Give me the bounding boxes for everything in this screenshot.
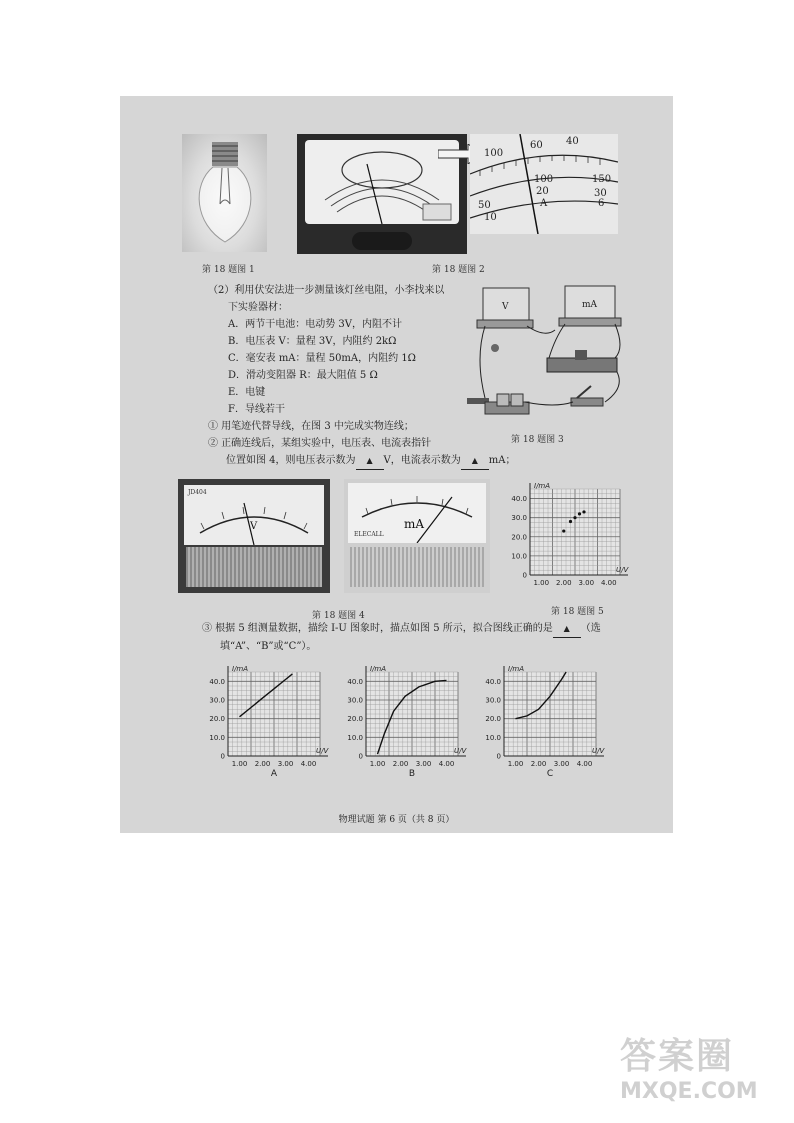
y-axis-label: I/mA xyxy=(370,665,387,673)
q2-step2-line2 xyxy=(208,452,516,470)
option-b-chart xyxy=(338,662,478,782)
data-point xyxy=(569,520,572,523)
q2-step3-line1 xyxy=(202,620,601,638)
x-tick-label: 3.00 xyxy=(578,579,595,587)
y-tick-label: 30.0 xyxy=(511,514,527,523)
circuit-apparatus xyxy=(465,278,630,428)
page-footer: 物理试题 第 6 页（共 8 页） xyxy=(338,815,455,825)
milliammeter-unit: mA xyxy=(404,517,425,531)
q2-step2-text-a: 位置如图 4，则电压表示数为 xyxy=(226,455,356,466)
watermark-logo xyxy=(620,1028,790,1120)
milliammeter-label: mA xyxy=(582,300,598,310)
scale-label: 150 xyxy=(592,174,612,185)
q2-step2-text-c: mA； xyxy=(488,455,516,466)
voltmeter-label: V xyxy=(502,302,509,312)
option-a-chart xyxy=(200,662,340,782)
y-tick-label: 0 xyxy=(220,752,225,761)
x-tick-label: 3.00 xyxy=(553,760,570,768)
y-tick-label: 20.0 xyxy=(347,715,363,724)
fig5-caption: 第 18 题图 5 xyxy=(551,607,604,617)
q2-item-b: B．电压表 V：量程 3V，内阻约 2kΩ xyxy=(228,336,397,347)
scale-label: 60 xyxy=(530,140,543,151)
circuit-apparatus-icon xyxy=(465,278,630,428)
scale-label: 20 xyxy=(536,186,549,197)
y-tick-label: 30.0 xyxy=(347,696,363,705)
current-answer-blank[interactable]: ▲ xyxy=(461,452,489,470)
x-tick-label: 1.00 xyxy=(369,760,386,768)
x-axis-label: U/V xyxy=(616,566,629,574)
fig1-caption: 第 18 题图 1 xyxy=(202,265,255,275)
milliammeter-photo xyxy=(344,479,490,593)
x-axis-label: U/V xyxy=(592,747,605,755)
y-tick-label: 10.0 xyxy=(209,733,225,742)
milliammeter-brand: ELECALL xyxy=(354,531,384,538)
q2-step3-text-b: （选 xyxy=(580,623,601,634)
y-tick-label: 40.0 xyxy=(485,677,501,686)
scale-zoom-photo xyxy=(470,134,618,234)
option-label: C xyxy=(546,769,554,779)
q2-step3-line2: 填“A”、“B”或“C”）。 xyxy=(220,641,317,652)
y-tick-label: 10.0 xyxy=(347,733,363,742)
voltmeter-brand: JD404 xyxy=(188,489,207,496)
scale-label: 50 xyxy=(478,200,491,211)
x-tick-label: 3.00 xyxy=(415,760,432,768)
y-tick-label: 40.0 xyxy=(209,677,225,686)
y-tick-label: 40.0 xyxy=(511,495,527,504)
x-tick-label: 2.00 xyxy=(392,760,409,768)
x-tick-label: 1.00 xyxy=(533,579,550,587)
y-axis-label: I/mA xyxy=(508,665,525,673)
fig4-caption: 第 18 题图 4 xyxy=(312,611,365,621)
q2-item-e: E．电键 xyxy=(228,387,266,398)
watermark-subtext: MXQE.COM xyxy=(620,1079,758,1104)
x-tick-label: 4.00 xyxy=(300,760,317,768)
y-tick-label: 40.0 xyxy=(347,677,363,686)
x-tick-label: 2.00 xyxy=(555,579,572,587)
data-point xyxy=(578,512,581,515)
y-tick-label: 0 xyxy=(496,752,501,761)
scale-label: 30 xyxy=(594,188,607,199)
q2-item-a: A．两节干电池：电动势 3V，内阻不计 xyxy=(228,319,402,330)
voltage-answer-blank[interactable]: ▲ xyxy=(356,452,384,470)
y-tick-label: 20.0 xyxy=(485,715,501,724)
q2-step2-line1: ② 正确连线后，某组实验中，电压表、电流表指针 xyxy=(208,438,432,449)
y-tick-label: 20.0 xyxy=(511,533,527,542)
q2-step3-text-a: ③ 根据 5 组测量数据，描绘 I-U 图象时，描点如图 5 所示，拟合图线正确的是 xyxy=(202,623,553,634)
data-point xyxy=(573,516,576,519)
scale-label: 100 xyxy=(484,148,504,159)
x-tick-label: 3.00 xyxy=(277,760,294,768)
x-axis-label: U/V xyxy=(316,747,329,755)
option-label: B xyxy=(408,769,416,779)
curve-answer-blank[interactable]: ▲ xyxy=(553,620,581,638)
multimeter-dial-icon xyxy=(305,140,459,224)
scale-label: A xyxy=(540,198,548,209)
y-tick-label: 20.0 xyxy=(209,715,225,724)
y-tick-label: 30.0 xyxy=(209,696,225,705)
fig3-caption: 第 18 题图 3 xyxy=(511,435,564,445)
x-tick-label: 4.00 xyxy=(576,760,593,768)
bulb-photo xyxy=(182,134,267,252)
scale-label: 40 xyxy=(566,136,579,147)
x-tick-label: 1.00 xyxy=(507,760,524,768)
q2-item-f: F．导线若干 xyxy=(228,404,285,415)
exam-page xyxy=(120,96,673,833)
voltmeter-photo xyxy=(178,479,330,593)
voltmeter-unit: V xyxy=(250,521,258,532)
fig2-caption: 第 18 题图 2 xyxy=(432,265,485,275)
y-axis-label: I/mA xyxy=(534,482,551,490)
y-tick-label: 30.0 xyxy=(485,696,501,705)
option-c-chart xyxy=(476,662,616,782)
data-point xyxy=(562,529,565,532)
watermark-text: 答案圈 xyxy=(620,1036,735,1077)
x-tick-label: 2.00 xyxy=(530,760,547,768)
x-tick-label: 4.00 xyxy=(438,760,455,768)
q2-intro-line1: （2）利用伏安法进一步测量该灯丝电阻，小李找来以 xyxy=(208,285,445,296)
scale-label: 100 xyxy=(534,174,554,185)
q2-step1: ① 用笔迹代替导线，在图 3 中完成实物连线； xyxy=(208,421,414,432)
scale-label: 6 xyxy=(598,198,605,209)
y-tick-label: 0 xyxy=(522,571,527,580)
data-point xyxy=(582,510,585,513)
y-tick-label: 0 xyxy=(358,752,363,761)
x-tick-label: 2.00 xyxy=(254,760,271,768)
y-tick-label: 10.0 xyxy=(485,733,501,742)
q2-item-d: D．滑动变阻器 R：最大阻值 5 Ω xyxy=(228,370,378,381)
y-tick-label: 10.0 xyxy=(511,552,527,561)
bulb-icon xyxy=(182,134,267,252)
fig5-scatter-chart xyxy=(502,479,642,591)
x-axis-label: U/V xyxy=(454,747,467,755)
scale-label: 10 xyxy=(484,212,497,223)
q2-intro-line2: 下实验器材： xyxy=(228,302,288,313)
q2-step3 xyxy=(202,620,601,655)
q2-item-c: C．毫安表 mA：量程 50mA，内阻约 1Ω xyxy=(228,353,416,364)
option-label: A xyxy=(270,769,278,779)
x-tick-label: 4.00 xyxy=(600,579,617,587)
y-axis-label: I/mA xyxy=(232,665,249,673)
x-tick-label: 1.00 xyxy=(231,760,248,768)
q2-step2-text-b: V，电流表示数为 xyxy=(383,455,461,466)
